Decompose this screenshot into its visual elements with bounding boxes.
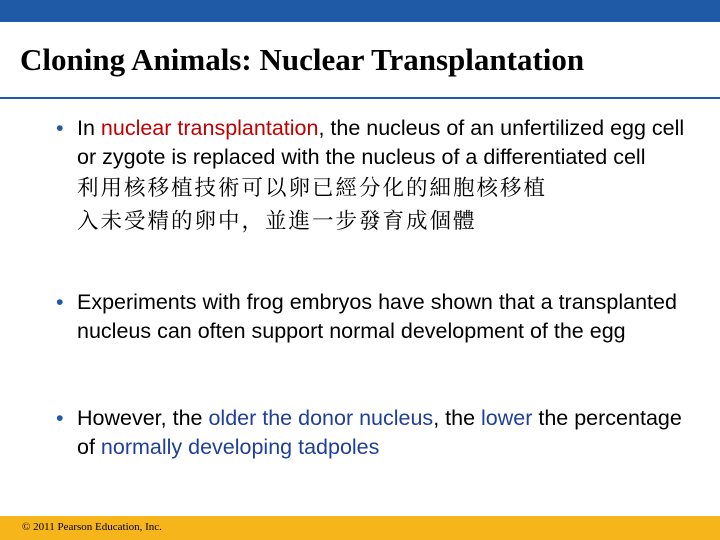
bullet-1-text: , the nucleus of an unfertilized egg cell or zygote is replaced with the nucleus of a differentiated cell xyxy=(77,116,685,169)
bullet-icon: • xyxy=(56,290,64,314)
bullet-item-2 xyxy=(56,288,686,404)
highlight-normally-developing-tadpoles: normally developing tadpoles xyxy=(100,435,380,459)
footer-bar xyxy=(0,516,720,540)
bullet-2-text: Experiments with frog embryos have shown that a transplanted nucleus can often support normal development of the egg xyxy=(77,290,677,343)
top-banner xyxy=(0,0,720,22)
slide-body xyxy=(56,114,686,462)
bullet-3-text-1: However, the xyxy=(77,406,209,430)
bullet-icon: • xyxy=(56,116,64,140)
bullet-item-1 xyxy=(56,114,686,288)
bullet-icon: • xyxy=(56,406,64,430)
highlight-lower: lower xyxy=(481,406,533,430)
highlight-older-donor-nucleus: older the donor nucleus xyxy=(208,406,434,430)
title-area xyxy=(0,22,720,97)
bullet-1-lead: In xyxy=(77,116,101,140)
bullet-3-text-2: , the xyxy=(433,406,481,430)
bullet-1-chinese-line-2: 入未受精的卵中，並進一步發育成個體 xyxy=(77,209,477,234)
bullet-1-chinese-line-1: 利用核移植技術可以卵已經分化的細胞核移植 xyxy=(77,176,548,201)
bullet-item-3 xyxy=(56,404,686,462)
copyright-notice: © 2011 Pearson Education, Inc. xyxy=(22,521,162,533)
slide-title: Cloning Animals: Nuclear Transplantation xyxy=(20,42,585,77)
bullet-3-text-3: the percentage of xyxy=(77,406,682,459)
title-divider xyxy=(0,97,720,99)
term-nuclear-transplantation: nuclear transplantation xyxy=(100,116,319,140)
